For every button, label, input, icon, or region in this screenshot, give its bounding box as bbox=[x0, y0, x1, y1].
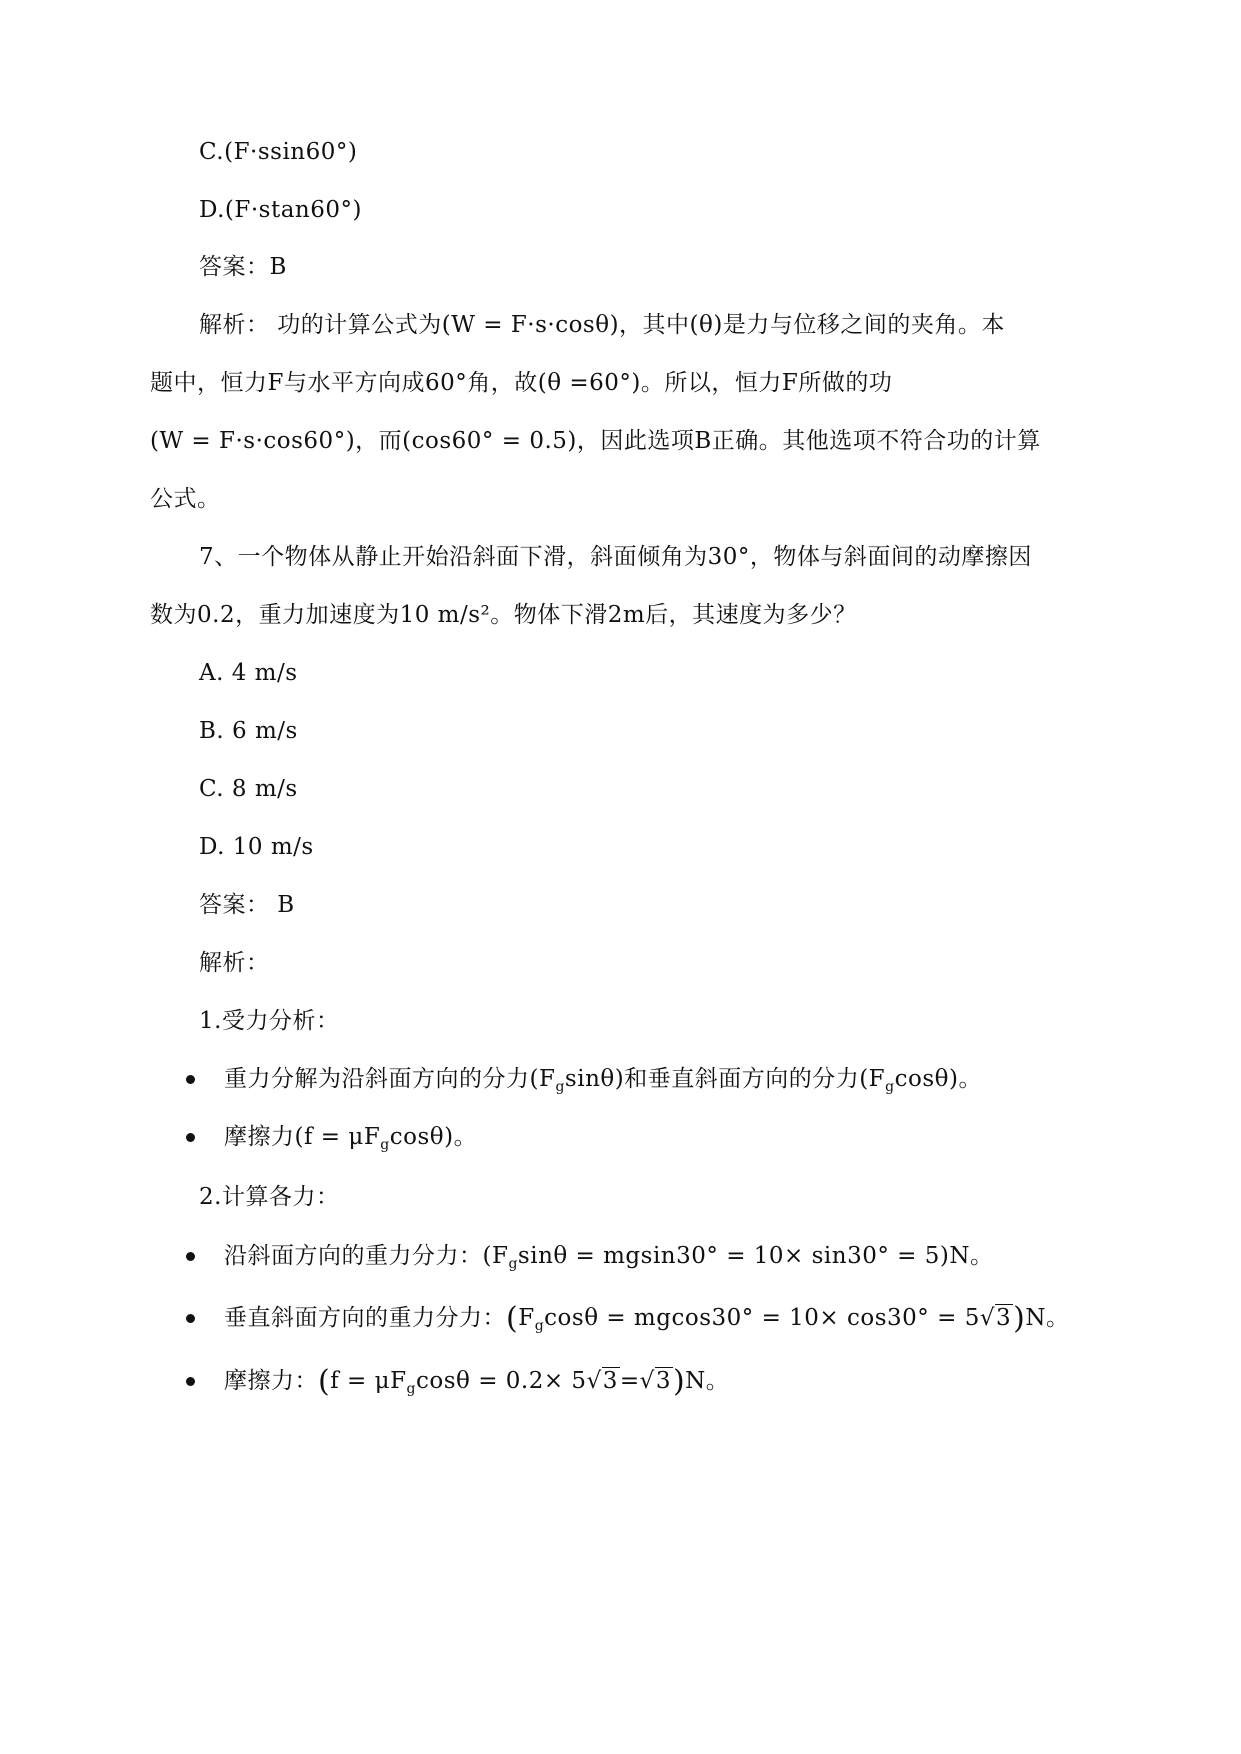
bullet-dot bbox=[186, 1252, 195, 1261]
sqrt-symbol: √3 bbox=[586, 1368, 618, 1394]
step2-item-2: 垂直斜面方向的重力分力：$(F_g\cos\theta = mgcos30^\circ = 10\times \cos 30^\circ = 5√3)N$。 bbox=[224, 1301, 1070, 1336]
q7-option-d: D. 10 m/s bbox=[199, 834, 314, 860]
q7-question-line-1: 7、一个物体从静止开始沿斜面下滑，斜面倾角为30°，物体与斜面间的动摩擦因 bbox=[199, 544, 1032, 570]
bullet-dot bbox=[186, 1377, 195, 1386]
q7-option-c: C. 8 m/s bbox=[199, 776, 298, 802]
q6-answer: 答案：B bbox=[199, 254, 287, 280]
q6-analysis-line-1: 解析： 功的计算公式为(W = F·s·cosθ)，其中(θ)是力与位移之间的夹角。本 bbox=[199, 312, 1005, 338]
step1-item-1: 重力分解为沿斜面方向的分力$(F_g\sin\theta)$和垂直斜面方向的分力$(F_g\cos\theta)$。 bbox=[224, 1066, 982, 1095]
step2-item-1: 沿斜面方向的重力分力：$(F_g\sin\theta = mgsin30^\circ = 10\times \sin 30^\circ = 5)N$。 bbox=[224, 1243, 994, 1272]
bullet-dot bbox=[186, 1075, 195, 1084]
step2-title: 2.计算各力： bbox=[199, 1184, 340, 1210]
q6-option-d: D.(F·stan60°) bbox=[199, 197, 362, 223]
sqrt-symbol: √3 bbox=[639, 1368, 671, 1394]
q6-option-c: C.(F·ssin60°) bbox=[199, 139, 358, 165]
q7-analysis-label: 解析： bbox=[199, 950, 270, 976]
q7-option-b: B. 6 m/s bbox=[199, 718, 298, 744]
sqrt-symbol: √3 bbox=[979, 1305, 1012, 1331]
q6-analysis-line-3: (W = F·s·cos60°)，而(cos60° = 0.5)，因此选项B正确。其他选项不符合功的计算 bbox=[150, 428, 1041, 454]
q6-analysis-line-4: 公式。 bbox=[150, 486, 221, 512]
q6-analysis-line-2: 题中，恒力F与水平方向成60°角，故(θ =60°)。所以，恒力F所做的功 bbox=[150, 370, 893, 396]
step1-item-2: 摩擦力$(f = \mu F_g\cos\theta)$。 bbox=[224, 1124, 478, 1153]
bullet-dot bbox=[186, 1314, 195, 1323]
q7-answer: 答案： B bbox=[199, 892, 295, 918]
step2-item-3: 摩擦力：$(f = \mu F_g\cos\theta = 0.2\times 5√3=√3)N$。 bbox=[224, 1364, 730, 1399]
step1-title: 1.受力分析： bbox=[199, 1008, 340, 1034]
bullet-dot bbox=[186, 1133, 195, 1142]
q7-question-line-2: 数为0.2，重力加速度为10 m/s²。物体下滑2m后，其速度为多少？ bbox=[150, 602, 857, 628]
q7-option-a: A. 4 m/s bbox=[199, 660, 298, 686]
